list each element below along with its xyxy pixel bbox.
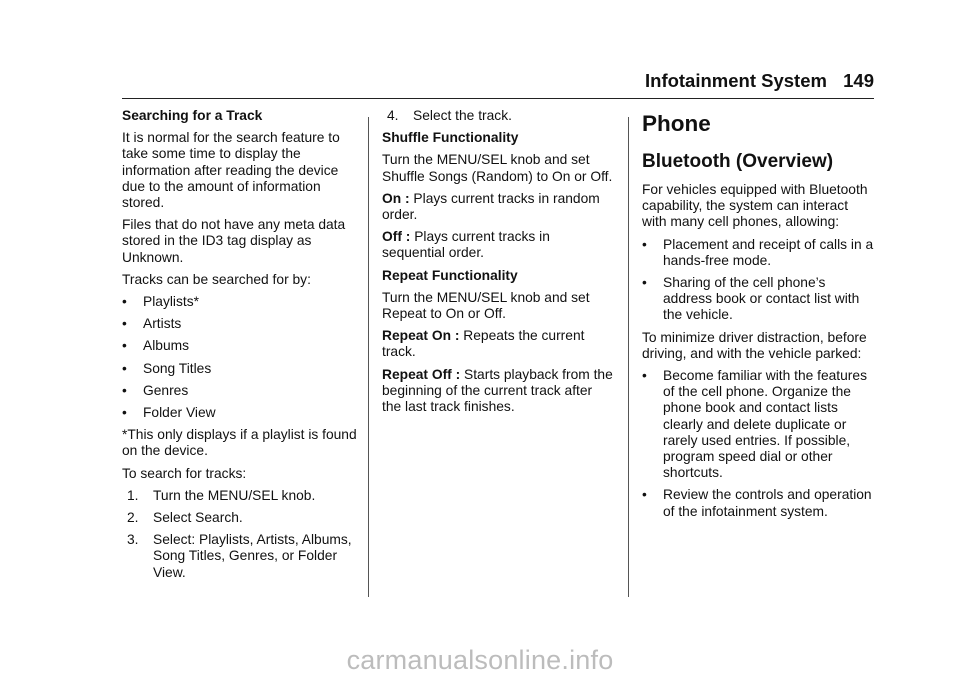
repeat-heading: Repeat Functionality (382, 267, 518, 283)
list-item: • Become familiar with the features of the cell phone. Organize the phone book and contact lists clearly and delete duplicate or rarely used entries. If possible, program speed dial or other shortcuts. (642, 368, 867, 481)
driver-distraction-list (642, 368, 874, 520)
phone-heading: Phone (642, 111, 711, 136)
column-divider-right (628, 117, 629, 597)
bullet-icon: • (642, 236, 647, 252)
paragraph: To minimize driver distraction, before driving, and with the vehicle parked: (642, 329, 867, 361)
column-3 (642, 108, 874, 526)
step-item: 2. Select Search. (127, 510, 243, 526)
step-item: 3. Select: Playlists, Artists, Albums, Song Titles, Genres, or Folder View. (127, 532, 352, 580)
bullet-icon: • (642, 487, 647, 503)
definition-repeat-on: Repeat On : Repeats the current track. (382, 328, 585, 360)
list-item: • Artists (122, 316, 182, 332)
paragraph: Tracks can be searched for by: (122, 271, 311, 287)
list-item: • Review the controls and operation of the infotainment system. (642, 487, 872, 519)
list-item: • Playlists* (122, 294, 199, 310)
paragraph: It is normal for the search feature to take some time to display the information after reading the device due to the amount of information stored. (122, 130, 340, 211)
bullet-icon: • (122, 338, 127, 354)
step-item: 4. Select the track. (387, 108, 512, 123)
watermark: carmanualsonline.info (346, 645, 614, 675)
shuffle-heading: Shuffle Functionality (382, 130, 519, 146)
list-item: • Genres (122, 382, 189, 398)
column-2 (382, 108, 614, 421)
bullet-icon: • (642, 368, 647, 384)
step-item: 1. Turn the MENU/SEL knob. (127, 487, 316, 503)
bullet-icon: • (642, 275, 647, 291)
bullet-icon: • (122, 360, 127, 376)
bullet-icon: • (122, 405, 127, 421)
definition-off: Off : Plays current tracks in sequential order. (382, 229, 550, 261)
footnote: *This only displays if a playlist is found on the device. (122, 427, 357, 459)
paragraph: For vehicles equipped with Bluetooth capability, the system can interact with many cell phones, allowing: (642, 182, 868, 230)
searching-track-heading: Searching for a Track (122, 108, 263, 123)
definition-on: On : Plays current tracks in random order. (382, 190, 600, 223)
search-steps (122, 488, 358, 581)
paragraph: Files that do not have any meta data stored in the ID3 tag display as Unknown. (122, 217, 346, 265)
paragraph: To search for tracks: (122, 465, 247, 481)
page-number: 149 (843, 70, 874, 91)
list-item: • Folder View (122, 405, 216, 421)
list-item: • Albums (122, 338, 190, 354)
column-1 (122, 108, 358, 587)
bullet-icon: • (122, 316, 127, 332)
definition-repeat-off: Repeat Off : Starts playback from the beginning of the current track after the last track finishes. (382, 366, 613, 415)
header-divider (122, 98, 874, 99)
column-divider-left (368, 117, 369, 597)
list-item: • Song Titles (122, 360, 212, 376)
bullet-icon: • (122, 294, 127, 310)
paragraph: Turn the MENU/SEL knob and set Repeat to On or Off. (382, 289, 590, 322)
list-item: • Sharing of the cell phone’s address book or contact list with the vehicle. (642, 275, 860, 323)
section-title: Infotainment System (645, 70, 827, 91)
paragraph: Turn the MENU/SEL knob and set Shuffle Songs (Random) to On or Off. (382, 152, 613, 184)
list-item: • Placement and receipt of calls in a hands-free mode. (642, 236, 874, 268)
search-steps-continued (382, 108, 614, 124)
search-by-list (122, 294, 358, 421)
bluetooth-capabilities-list (642, 237, 874, 324)
bluetooth-overview-heading: Bluetooth (Overview) (642, 151, 834, 172)
bullet-icon: • (122, 382, 127, 398)
